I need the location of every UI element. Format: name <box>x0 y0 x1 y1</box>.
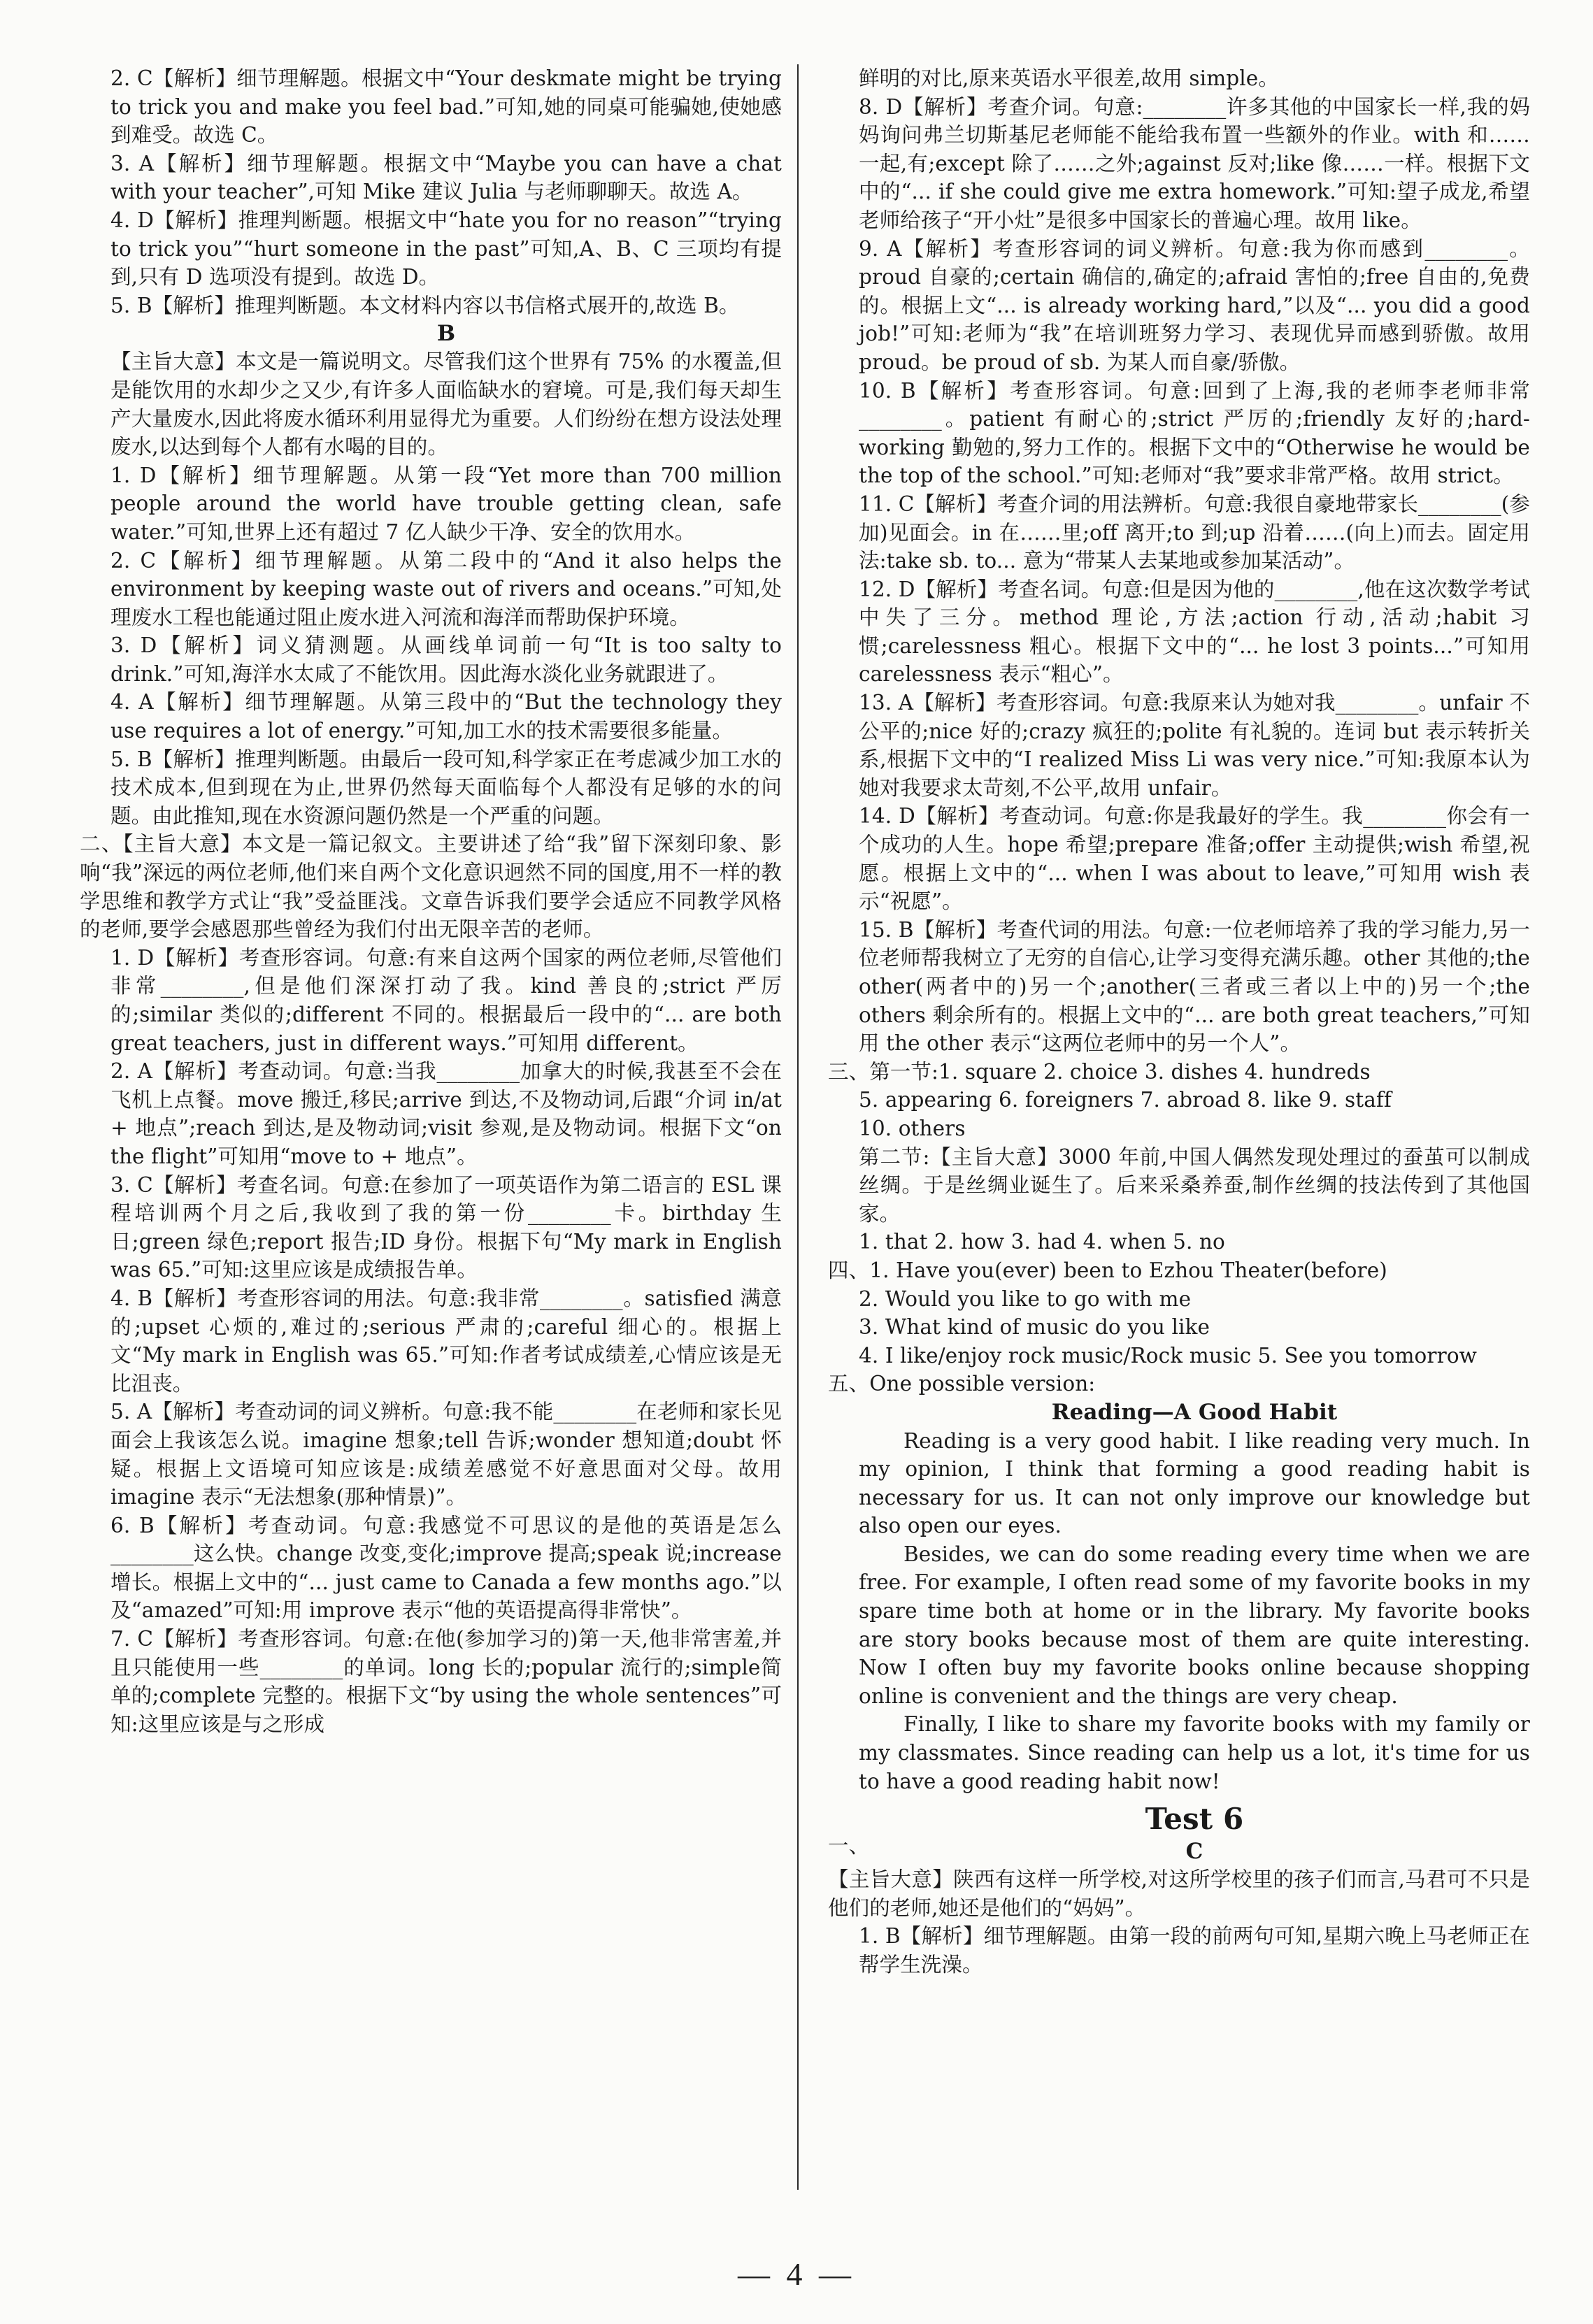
section-three-part-two-main-idea: 第二节:【主旨大意】3000 年前,中国人偶然发现处理过的蚕茧可以制成丝绸。于是丝绸业诞生了。后来采桑养蚕,制作丝绸的技法传到了其他国家。 <box>859 1145 1530 1226</box>
right-column <box>828 64 1530 1979</box>
answer-cloze-7-continued: 鲜明的对比,原来英语水平很差,故用 simple。 <box>859 66 1279 90</box>
section-three-part-one-line-2: 5. appearing 6. foreigners 7. abroad 8. like 9. staff <box>859 1088 1392 1112</box>
answer-cloze-6: 6. B【解析】考查动词。句意:我感觉不可思议的是他的英语是怎么________这么快。change 改变,变化;improve 提高;speak 说;increase增长。根据上文中的“... just came to Canada a few months ago.”以及“amazed”可知:用 improve 表示“他的英语提高得非常快”。 <box>110 1513 782 1623</box>
answer-passage-a-3: 3. A【解析】细节理解题。根据文中“Maybe you can have a chat with your teacher”,可知 Mike 建议 Julia 与老师聊聊天。故选 A。 <box>110 151 782 204</box>
answer-cloze-1: 1. D【解析】考查形容词。句意:有来自这两个国家的两位老师,尽管他们非常________,但是他们深深打动了我。kind 善良的;strict 严厉的;similar 类似的;different 不同的。根据最后一段中的“... are both great teachers, just in different ways.”可知用 different。 <box>110 945 782 1055</box>
answer-passage-a-2: 2. C【解析】细节理解题。根据文中“Your deskmate might be trying to trick you and make you feel bad.”可知,她的同桌可能骗她,使她感到难受。故选 C。 <box>110 66 782 148</box>
answer-cloze-4: 4. B【解析】考查形容词的用法。句意:我非常________。satisfied 满意的;upset 心烦的,难过的;serious 严肃的;careful 细心的。根据上文“My mark in English was 65.”可知:作者考试成绩差,心情应该是无比沮丧。 <box>110 1286 782 1396</box>
answer-passage-a-4: 4. D【解析】推理判断题。根据文中“hate you for no reason”“trying to trick you”“hurt someone in the past”可知,A、B、C 三项均有提到,只有 D 选项没有提到。故选 D。 <box>110 208 782 289</box>
essay-paragraph-2: Besides, we can do some reading every time when we are free. For example, I often read some of my favorite books in my spare time both at home or in the library. My favorite books are story books because most of them are quite interesting. Now I often buy my favorite books online because shopping online is convenient and the things are very cheap. <box>859 1542 1530 1708</box>
page-number: — 4 — <box>738 2256 855 2292</box>
main-idea-cloze: 二、【主旨大意】本文是一篇记叙文。主要讲述了给“我”留下深刻印象、影响“我”深远的两位老师,他们来自两个文化意识迥然不同的国度,用不一样的教学思维和教学方式让“我”受益匪浅。文章告诉我们要学会适应不同教学风格的老师,要学会感恩那些曾经为我们付出无限辛苦的老师。 <box>80 832 782 942</box>
section-heading-b: B <box>436 321 456 347</box>
essay-title: Reading—A Good Habit <box>1051 1399 1338 1425</box>
answer-cloze-14: 14. D【解析】考查动词。句意:你是我最好的学生。我________你会有一个成功的人生。hope 希望;prepare 准备;offer 主动提供;wish 希望,祝愿。根据上文中的“... when I was about to leave,”可知用 wish 表示“祝愿”。 <box>859 804 1530 914</box>
section-three-part-two-answers: 1. that 2. how 3. had 4. when 5. no <box>859 1230 1225 1254</box>
section-four-answer-3: 3. What kind of music do you like <box>859 1315 1210 1340</box>
section-four-answer-1: 四、1. Have you(ever) been to Ezhou Theater(before) <box>828 1258 1387 1282</box>
essay-paragraph-1: Reading is a very good habit. I like reading very much. In my opinion, I think that forming a good reading habit is necessary for us. It can not only improve our knowledge but also open our eyes. <box>859 1428 1530 1538</box>
answer-passage-b-1: 1. D【解析】细节理解题。从第一段“Yet more than 700 million people around the world have trouble getting clean, safe water.”可知,世界上还有超过 7 亿人缺少干净、安全的饮用水。 <box>110 463 782 544</box>
answer-cloze-2: 2. A【解析】考查动词。句意:当我________加拿大的时候,我甚至不会在飞机上点餐。move 搬迁,移民;arrive 到达,不及物动词,后跟“介词 in/at + 地点”;reach 到达,是及物动词;visit 参观,是及物动词。根据下文“on the flight”可知用“move to + 地点”。 <box>110 1059 782 1168</box>
column-divider <box>797 64 799 2190</box>
test-6-passage-c-heading: C <box>1185 1839 1203 1865</box>
main-idea-passage-b: 【主旨大意】本文是一篇说明文。尽管我们这个世界有 75% 的水覆盖,但是能饮用的水却少之又少,有许多人面临缺水的窘境。可是,我们每天却生产大量废水,因此将废水循环利用显得尤为重要。人们纷纷在想方设法处理废水,以达到每个人都有水喝的目的。 <box>110 350 782 459</box>
answer-cloze-8: 8. D【解析】考查介词。句意:________许多其他的中国家长一样,我的妈妈询问弗兰切斯基尼老师能不能给我布置一些额外的作业。with 和……一起,有;except 除了……之外;against 反对;like 像……一样。根据下文中的“... if she could give me extra homework.”可知:望子成龙,希望老师给孩子“开小灶”是很多中国家长的普遍心理。故用 like。 <box>859 94 1530 232</box>
answer-passage-b-4: 4. A【解析】细节理解题。从第三段中的“But the technology they use requires a lot of energy.”可知,加工水的技术需要很多能量。 <box>110 690 782 743</box>
test-6-section-one-label: 一、 <box>828 1834 870 1858</box>
answer-cloze-9: 9. A【解析】考查形容词的词义辨析。句意:我为你而感到________。proud 自豪的;certain 确信的,确定的;afraid 害怕的;free 自由的,免费的。根据上文“... is already working hard,”以及“... you did a good job!”可知:老师为“我”在培训班努力学习、表现优异而感到骄傲。故用 proud。be proud of sb. 为某人而自豪/骄傲。 <box>859 236 1530 374</box>
answer-cloze-5: 5. A【解析】考查动词的词义辨析。句意:我不能________在老师和家长见面会上我该怎么说。imagine 想象;tell 告诉;wonder 想知道;doubt 怀疑。根据上文语境可知应该是:成绩差感觉不好意思面对父母。故用 imagine 表示“无法想象(那种情景)”。 <box>110 1400 782 1509</box>
answer-passage-b-5: 5. B【解析】推理判断题。由最后一段可知,科学家正在考虑减少加工水的技术成本,但到现在为止,世界仍然每天面临每个人都没有足够的水的问题。由此推知,现在水资源问题仍然是一个严重的问题。 <box>110 747 782 828</box>
left-column <box>80 64 782 1738</box>
section-three-part-one-line-1: 三、第一节:1. square 2. choice 3. dishes 4. hundreds <box>828 1059 1371 1084</box>
section-four-answer-2: 2. Would you like to go with me <box>859 1286 1192 1311</box>
section-five-label: 五、One possible version: <box>828 1372 1096 1396</box>
test-6-heading: Test 6 <box>1145 1802 1244 1837</box>
answer-passage-b-3: 3. D【解析】词义猜测题。从画线单词前一句“It is too salty to drink.”可知,海洋水太咸了不能饮用。因此海水淡化业务就跟进了。 <box>110 633 782 686</box>
essay-paragraph-3: Finally, I like to share my favorite books with my family or my classmates. Since reading can help us a lot, it's time for us to have a good reading habit now! <box>859 1712 1530 1793</box>
answer-cloze-7: 7. C【解析】考查形容词。句意:在他(参加学习的)第一天,他非常害羞,并且只能使用一些________的单词。long 长的;popular 流行的;simple简单的;complete 完整的。根据下文“by using the whole sentences”可知:这里应该是与之形成 <box>110 1627 782 1736</box>
answer-cloze-13: 13. A【解析】考查形容词。句意:我原来认为她对我________。unfair 不公平的;nice 好的;crazy 疯狂的;polite 有礼貌的。连词 but 表示转折关系,根据下文中的“I realized Miss Li was very nice.”可知:我原本认为她对我要求太苛刻,不公平,故用 unfair。 <box>859 691 1530 800</box>
section-four-answer-4-5: 4. I like/enjoy rock music/Rock music 5. See you tomorrow <box>859 1343 1478 1368</box>
answer-cloze-10: 10. B【解析】考查形容词。句意:回到了上海,我的老师李老师非常________。patient 有耐心的;strict 严厉的;friendly 友好的;hard-working 勤勉的,努力工作的。根据下文中的“Otherwise he would be the top of the school.”可知:老师对“我”要求非常严格。故用 strict。 <box>859 378 1530 488</box>
answer-cloze-15: 15. B【解析】考查代词的用法。句意:一位老师培养了我的学习能力,另一位老师帮我树立了无穷的自信心,让学习变得充满乐趣。other 其他的;the other(两者中的)另一个;another(三者或三者以上中的)另一个;the others 剩余所有的。根据上文中的“... are both great teachers,”可知用 the other 表示“这两位老师中的另一个人”。 <box>859 917 1530 1056</box>
answer-cloze-3: 3. C【解析】考查名词。句意:在参加了一项英语作为第二语言的 ESL 课程培训两个月之后,我收到了我的第一份________卡。birthday 生日;green 绿色;report 报告;ID 身份。根据下句“My mark in English was 65.”可知:这里应该是成绩报告单。 <box>110 1172 782 1282</box>
test-6-main-idea: 【主旨大意】陕西有这样一所学校,对这所学校里的孩子们而言,马君可不只是他们的老师,她还是他们的“妈妈”。 <box>828 1867 1530 1920</box>
section-three-part-one-line-3: 10. others <box>859 1116 966 1140</box>
answer-passage-b-2: 2. C【解析】细节理解题。从第二段中的“And it also helps the environment by keeping waste out of rivers and oceans.”可知,处理废水工程也能通过阻止废水进入河流和海洋而帮助保护环境。 <box>110 548 782 629</box>
answer-passage-a-5: 5. B【解析】推理判断题。本文材料内容以书信格式展开的,故选 B。 <box>110 293 740 317</box>
answer-cloze-11: 11. C【解析】考查介词的用法辨析。句意:我很自豪地带家长________(参加)见面会。in 在……里;off 离开;to 到;up 沿着……(向上)而去。固定用法:take sb. to... 意为“带某人去某地或参加某活动”。 <box>859 492 1530 573</box>
answer-cloze-12: 12. D【解析】考查名词。句意:但是因为他的________,他在这次数学考试中失了三分。method 理论,方法;action 行动,活动;habit 习惯;carelessness 粗心。根据下文中的“... he lost 3 points...”可知用 carelessness 表示“粗心”。 <box>859 577 1530 687</box>
test-6-answer-1: 1. B【解析】细节理解题。由第一段的前两句可知,星期六晚上马老师正在帮学生洗澡。 <box>859 1924 1530 1977</box>
